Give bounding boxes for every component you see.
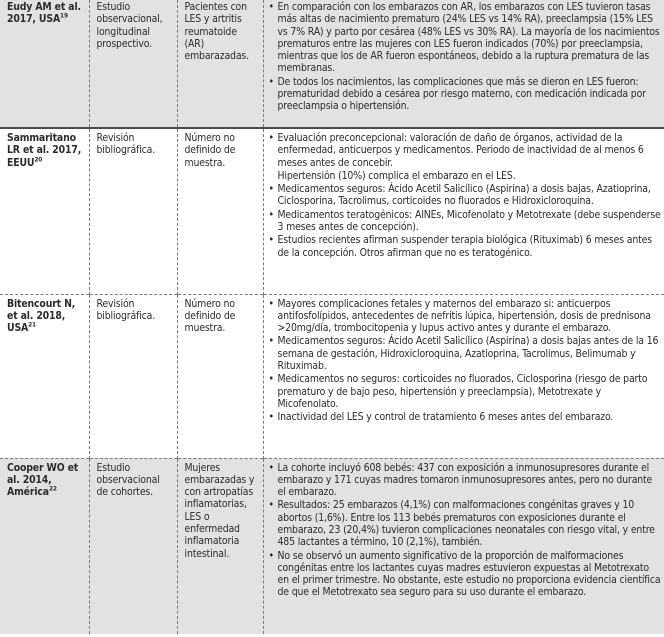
result-item: • Medicamentos seguros: Ácido Acetil Salicílico (Aspirina) a dosis bajas, Azatioprina, Ciclosporina, Tacrolimus, corticoides no fluorados e Hidroxicloroquina. — [268, 183, 663, 208]
table-row — [0, 128, 664, 294]
result-item: Hipertensión (10%) complica el embarazo en el LES. — [277, 169, 516, 182]
result-item: • De todos los nacimientos, las complicaciones que más se dieron en LES fueron: prematuridad debido a cesárea por riesgo materno, con medicación indicada por preeclampsia o hipertensión. — [268, 76, 663, 113]
table-row — [0, 458, 664, 634]
results-cell — [263, 458, 664, 634]
author-cell — [0, 0, 89, 128]
result-item: • Medicamentos no seguros: corticoides no fluorados, Ciclosporina (riesgo de parto prematuro y de bajo peso, hipertensión y preeclampsia), Metotrexate y Micofenolato. — [268, 373, 663, 410]
design-cell: Estudio observacional de cohortes. — [89, 458, 177, 634]
population-cell: Pacientes con LES y artritis reumatoide (AR) embarazadas. — [177, 0, 263, 128]
design-cell: Revisión bibliográfica. — [89, 294, 177, 458]
results-list — [268, 298, 663, 424]
results-cell — [263, 294, 664, 458]
population-cell: Número no definido de muestra. — [177, 128, 263, 294]
result-item: • Estudios recientes afirman suspender terapia biológica (Rituximab) 6 meses antes de la concepción. Otros afirman que no es teratogénico. — [268, 234, 663, 259]
table-row — [0, 0, 664, 128]
study-author: Sammaritano LR et al. 2017, EEUU$^{20}$ — [7, 132, 82, 169]
results-list — [268, 462, 663, 599]
result-item: • Medicamentos seguros: Ácido Acetil Salicílico (Aspirina) a dosis bajas antes de la 16 semana de gestación, Hidroxicloroquina, Azatioprina, Tacrolimus, Belimumab y Rituximab. — [268, 335, 663, 372]
result-item: • Inactividad del LES y control de tratamiento 6 meses antes del embarazo. — [268, 411, 663, 423]
results-cell — [263, 128, 664, 294]
result-item: • Evaluación preconcepcional: valoración de daño de órganos, actividad de la enfermedad, anticuerpos y medicamentos. Periodo de inactividad de al menos 6 meses antes de concebir. — [268, 132, 663, 169]
population-cell: Mujeres embarazadas y con artropatías inflamatorias, LES o enfermedad inflamatoria intestinal. — [177, 458, 263, 634]
results-list — [268, 1, 663, 113]
author-cell — [0, 128, 89, 294]
result-item: • No se observó un aumento significativo de la proporción de malformaciones congénitas entre los lactantes cuyas madres estuvieron expuestas al Metotrexato en el primer trimestre. No obstante, este estudio no proporciona evidencia científica de que el Metotrexato sea seguro para su uso durante el embarazo. — [268, 550, 663, 599]
study-author: Bitencourt N, et al. 2018, USA$^{21}$ — [7, 297, 76, 335]
result-item: • Mayores complicaciones fetales y maternos del embarazo si: anticuerpos antifosfolípidos, antecedentes de nefritis lúpica, hipertensión, dosis de prednisona >20mg/día, trombocitopenia y lupus activo antes y durante el embarazo. — [268, 298, 663, 335]
author-cell — [0, 294, 89, 458]
study-author: Eudy AM et al. 2017, USA$^{19}$ — [7, 1, 81, 26]
population-cell: Número no definido de muestra. — [177, 294, 263, 458]
results-cell — [263, 0, 664, 128]
author-cell — [0, 458, 89, 634]
study-author: Cooper WO et al. 2014, América$^{22}$ — [7, 461, 79, 499]
result-item: • Resultados: 25 embarazos (4,1%) con malformaciones congénitas graves y 10 abortos (1,6%). Entre los 113 bebés prematuros con exposiciones durante el embarazo, 23 (20,4%) tuvieron complicaciones neonatales con riesgo vital, y entre 485 lactantes a término, 10 (2,1%), también. — [268, 499, 663, 548]
design-cell: Estudio observacional, longitudinal prospectivo. — [89, 0, 177, 128]
design-cell: Revisión bibliográfica. — [89, 128, 177, 294]
result-item: • La cohorte incluyó 608 bebés: 437 con exposición a inmunosupresores durante el embarazo y 171 cuyas madres tomaron inmunosupresores antes, pero no durante el embarazo. — [268, 462, 663, 499]
table-row — [0, 294, 664, 458]
result-item: • En comparación con los embarazos con AR, los embarazos con LES tuvieron tasas más altas de nacimiento prematuro (24% LES vs 14% RA), preeclampsia (15% LES vs 7% RA) y parto por cesárea (48% LES vs 30% RA). La mayoría de los nacimientos prematuros entre las mujeres con LES fueron indicados (70%) por preeclampsia, mientras que los de AR fueron espontáneos, debido a la ruptura prematura de las membranas. — [268, 1, 663, 75]
result-item: • Medicamentos teratogénicos: AINEs, Micofenolato y Metotrexate (debe suspenderse 3 meses antes de concepción). — [268, 209, 663, 234]
results-list — [268, 132, 663, 259]
